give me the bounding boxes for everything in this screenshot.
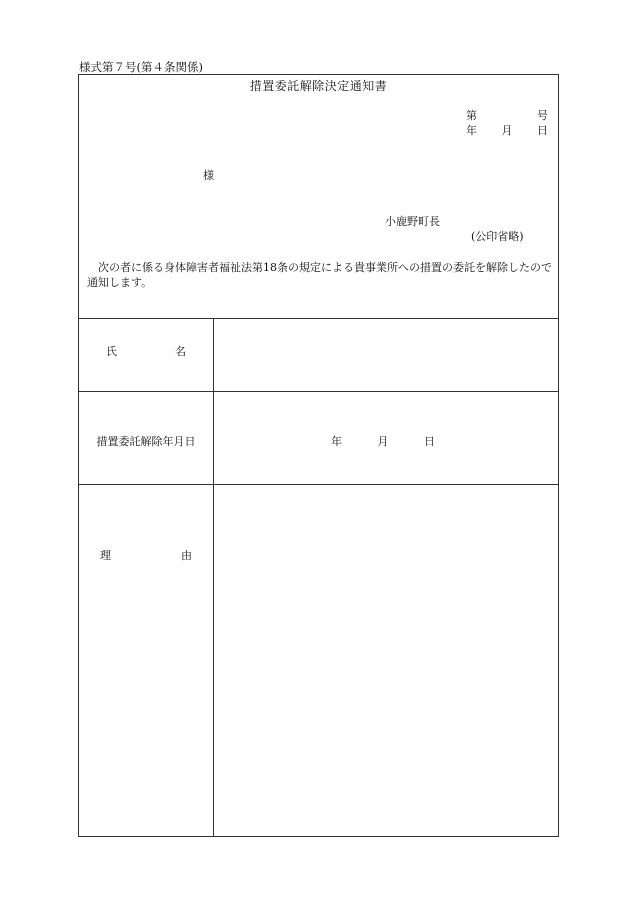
seal-omitted-note: (公印省略) — [471, 230, 524, 243]
document-number — [466, 107, 548, 123]
notice-body — [87, 260, 557, 290]
issue-date-year: 年 — [466, 124, 477, 137]
issue-date-day: 日 — [537, 124, 548, 137]
number-prefix: 第 — [466, 109, 477, 122]
notice-body-text: 次の者に係る身体障害者福祉法第18条の規定による貴事業所への措置の委託を解除したので通知します。 — [87, 261, 552, 289]
cancel-date-label — [79, 433, 213, 449]
name-label-left: 氏 — [106, 345, 117, 358]
name-label-right: 名 — [175, 345, 186, 358]
cancel-date-month: 月 — [377, 435, 389, 448]
issue-date-month: 月 — [501, 124, 513, 137]
document-title: 措置委託解除決定通知書 — [249, 79, 388, 93]
reason-field[interactable] — [214, 485, 559, 836]
form-number-label: 様式第７号(第４条関係) — [79, 60, 203, 74]
addressee-suffix: 様 — [203, 169, 214, 182]
cancel-date-year: 年 — [331, 435, 342, 448]
issuer-name: 小鹿野町長 — [385, 215, 440, 228]
cancel-date-value — [331, 433, 435, 449]
cancel-date-day: 日 — [424, 435, 435, 448]
name-field[interactable] — [214, 319, 559, 391]
reason-label-left: 理 — [100, 549, 111, 562]
cancel-date-field[interactable] — [214, 392, 559, 484]
reason-label-right: 由 — [181, 549, 192, 562]
cancel-date-label-text: 措置委託解除年月日 — [96, 435, 196, 448]
reason-label — [79, 547, 213, 563]
issue-date — [466, 122, 548, 138]
number-suffix: 号 — [537, 109, 548, 122]
notice-form — [78, 74, 559, 837]
name-label — [79, 343, 213, 359]
